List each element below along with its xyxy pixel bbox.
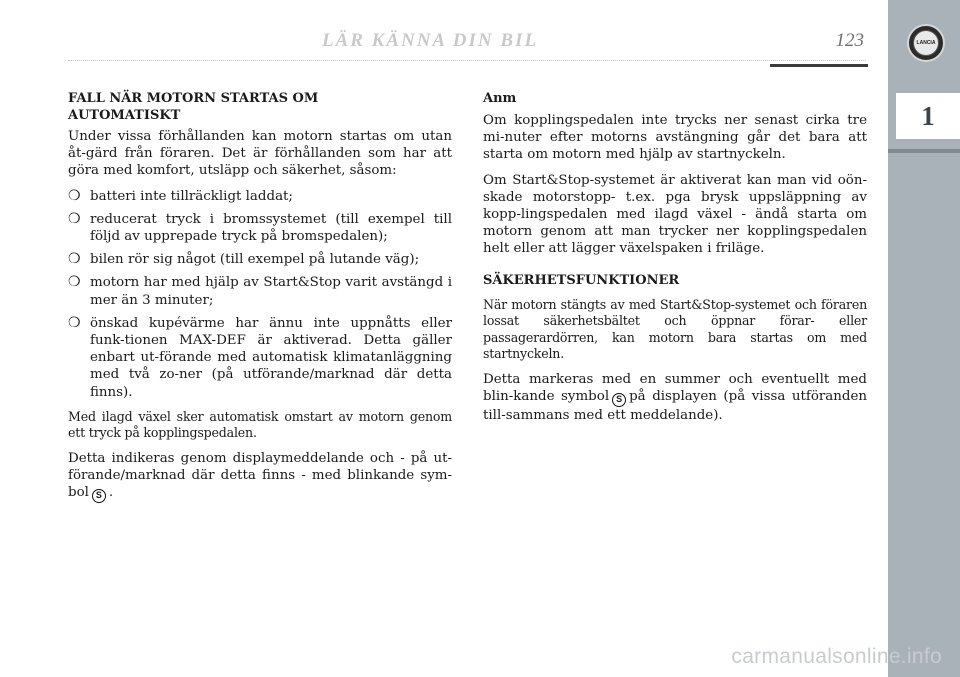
header-dark-rule — [770, 64, 868, 67]
bullet-circle-icon: ❍ — [68, 210, 81, 227]
display-paragraph — [68, 450, 452, 503]
note-heading: Anm — [483, 91, 517, 106]
gear-paragraph: Med ilagd växel sker automatisk omstart av motorn genom ett tryck på kopplingspedalen. — [68, 408, 452, 441]
logo-text: LANCIA — [916, 40, 936, 46]
bullet-circle-icon: ❍ — [68, 187, 81, 204]
chapter-divider — [888, 149, 960, 153]
safety-paragraph-2-end: på displayen (på vissa utföranden till-sammans med ett meddelande). — [483, 389, 868, 424]
bullet-circle-icon: ❍ — [68, 274, 81, 291]
list-item — [68, 251, 452, 268]
safety-paragraph-2-start: Detta markeras med en summer och eventuellt med blin-kande symbol — [483, 372, 867, 405]
safety-heading: SÄKERHETSFUNKTIONER — [483, 272, 680, 288]
section-heading-line1: FALL NÄR MOTORN STARTAS OM — [68, 91, 319, 106]
running-header-title: LÄR KÄNNA DIN BIL — [321, 30, 539, 51]
note-paragraph-2: Om Start&Stop-systemet är aktiverat kan man vid oön-skade motorstopp- t.ex. pga brysk uppsläppning av kopp-lingspedalen med ilagd växel - ändå starta om motorn genom att man trycker ner kopplingspedalen helt eller att lägger växelspaken i friläge. — [483, 172, 867, 257]
display-paragraph-text: Detta indikeras genom displaymeddelande och - på ut-förande/marknad där detta finns - med blinkande sym-bol — [68, 451, 452, 501]
list-item — [68, 211, 452, 245]
intro-paragraph: Under vissa förhållanden kan motorn startas om utan åt-gärd från föraren. Det är förhållanden som har att göra med komfort, utsläpp och säkerhet, såsom: — [68, 129, 452, 179]
section-heading-line2: AUTOMATISKT — [68, 108, 181, 123]
note-paragraph-1: Om kopplingspedalen inte trycks ner senast cirka tre mi-nuter efter motorns avstängning går det bara att starta om motorn med hjälp av startnyckeln. — [483, 113, 867, 163]
header-dotted-rule — [68, 60, 866, 61]
right-column — [483, 90, 867, 432]
lancia-logo-icon — [907, 24, 945, 62]
list-item — [68, 315, 452, 401]
list-item-text: reducerat tryck i bromssystemet (till exempel till följd av upprepade tryck på bromspedalen); — [90, 211, 452, 245]
start-stop-s-icon: S — [92, 489, 106, 503]
list-item-text: bilen rör sig något (till exempel på lutande väg); — [90, 252, 420, 268]
start-stop-s-icon: S — [612, 393, 626, 407]
safety-paragraph-1: När motorn stängts av med Start&Stop-systemet och föraren lossat säkerhetsbältet och öppnar förar- eller passagerardörren, kan motorn bara startas om med startnyckeln. — [483, 296, 867, 362]
list-item-text: önskad kupévärme har ännu inte uppnåtts eller funk-tionen MAX-DEF är aktiverad. Detta gäller enbart ut-förande med automatisk klimatanläggning med två zo-ner (på utförande/marknad där detta finns). — [90, 315, 452, 400]
bullet-circle-icon: ❍ — [68, 314, 81, 331]
watermark-text: carmanualsonline.info — [731, 645, 942, 668]
left-column — [68, 90, 452, 511]
list-item — [68, 274, 452, 308]
chapter-tab: 1 — [896, 93, 960, 139]
bullet-circle-icon: ❍ — [68, 251, 81, 268]
display-paragraph-end: . — [108, 485, 114, 501]
page-number: 123 — [835, 30, 864, 51]
condition-list — [68, 188, 452, 401]
safety-paragraph-2 — [483, 371, 867, 424]
list-item-text: batteri inte tillräckligt laddat; — [90, 188, 293, 204]
list-item — [68, 188, 452, 205]
list-item-text: motorn har med hjälp av Start&Stop varit avstängd i mer än 3 minuter; — [90, 275, 452, 308]
